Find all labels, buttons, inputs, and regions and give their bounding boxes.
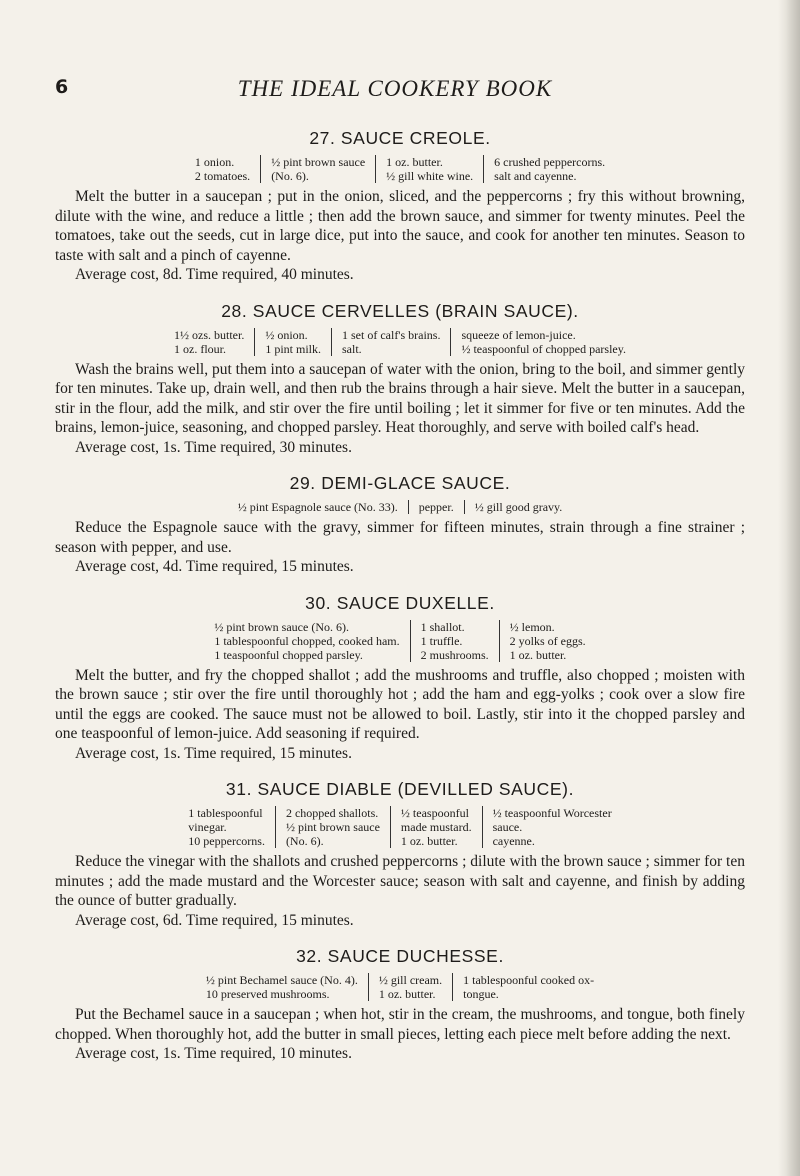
ingredient-list: [55, 155, 745, 183]
ingredient-item: pepper.: [418, 500, 454, 514]
ingredient-item: cayenne.: [492, 834, 535, 848]
ingredient-item: (No. 6).: [285, 834, 324, 848]
ingredient-column: [483, 155, 615, 183]
recipe-title: 30. SAUCE DUXELLE.: [305, 592, 495, 613]
ingredient-item: ½ pint brown sauce: [285, 820, 380, 834]
recipe-cost-time: Average cost, 1s. Time required, 10 minutes.: [75, 1045, 352, 1062]
ingredient-column: [452, 973, 604, 1001]
ingredient-list: [55, 500, 745, 514]
ingredient-column: [482, 806, 622, 848]
ingredient-item: 1 teaspoonful chopped parsley.: [214, 647, 363, 662]
recipe: [55, 473, 745, 577]
recipe: [55, 593, 745, 764]
ingredient-item: 1 oz. butter.: [400, 834, 458, 848]
ingredient-column: [499, 620, 596, 662]
recipe: [55, 779, 745, 930]
recipe-method: Wash the brains well, put them into a saucepan of water with the onion, bring to the boil, and simmer gently for ten minutes. Take up, drain well, and then rub the brains through a hair sieve. Melt the butter in a saucepan, stir in the flour, add the milk, and stir over the fire until boiling ; let it simmer for five or ten minutes. Add the brains, lemon-juice, seasoning, and chopped parsley. Heat thoroughly, and serve with boiled calf's head.: [55, 360, 745, 436]
ingredient-item: 1 truffle.: [420, 633, 463, 648]
ingredient-column: [450, 328, 636, 356]
recipe-method: Melt the butter, and fry the chopped shallot ; add the mushrooms and truffle, also chopped ; moisten with the brown sauce ; stir over the fire until thoroughly hot ; add the ham and egg-yolks ; cook over a slow fire until the eggs are cooked. The sauce must not be allowed to boil. Lastly, stir into it the chopped parsley and one teaspoonful of lemon-juice. Add seasoning if required.: [55, 666, 745, 742]
ingredient-list: [55, 806, 745, 848]
recipe-cost-time: Average cost, 1s. Time required, 15 minutes.: [75, 744, 352, 762]
recipe-title: 32. SAUCE DUCHESSE.: [296, 946, 504, 966]
ingredient-item: 6 crushed peppercorns.: [494, 155, 606, 169]
recipe-cost-time: Average cost, 6d. Time required, 15 minutes.: [75, 911, 354, 929]
ingredient-column: [254, 328, 331, 356]
ingredient-item: 1 set of calf's brains.: [342, 327, 441, 342]
recipe-method: Melt the butter in a saucepan ; put in the onion, sliced, and the peppercorns ; fry this without browning, dilute with the wine, and reduce a little ; then add the brown sauce, and simmer for twenty minutes. Peel the tomatoes, take out the seeds, cut in large dice, put into the sauce, and cook for another ten minutes. Season to taste with salt and a pinch of cayenne.: [55, 188, 745, 264]
ingredient-item: ½ onion.: [265, 327, 308, 342]
ingredient-item: 2 mushrooms.: [420, 647, 489, 662]
ingredient-item: 2 tomatoes.: [194, 169, 251, 183]
ingredient-list: [55, 620, 745, 662]
recipe-method: Reduce the vinegar with the shallots and crushed peppercorns ; dilute with the brown sauce ; simmer for ten minutes ; add the made mustard and the Worcester sauce; season with salt and cayenne, and finish by adding the ounce of butter gradually.: [55, 853, 745, 909]
ingredient-item: ½ teaspoonful: [400, 806, 469, 820]
recipe-cost-time: Average cost, 4d. Time required, 15 minutes.: [75, 558, 354, 575]
ingredient-item: salt and cayenne.: [494, 169, 577, 183]
ingredient-column: [368, 973, 452, 1001]
recipe-method: Reduce the Espagnole sauce with the gravy, simmer for fifteen minutes, strain through a fine strainer ; season with pepper, and use.: [55, 519, 745, 556]
ingredient-column: [260, 155, 375, 183]
recipe-title: 31. SAUCE DIABLE (DEVILLED SAUCE).: [225, 779, 575, 799]
recipe-list: [55, 128, 745, 1080]
ingredient-item: squeeze of lemon-juice.: [461, 327, 576, 342]
page-binding-shadow: [778, 0, 800, 1176]
ingredient-item: 1 tablespoonful cooked ox-: [463, 973, 595, 987]
ingredient-item: 2 yolks of eggs.: [509, 633, 586, 648]
recipe-cost-time: Average cost, 1s. Time required, 30 minutes.: [75, 438, 352, 456]
recipe-title: 27. SAUCE CREOLE.: [309, 128, 491, 148]
ingredient-item: salt.: [342, 341, 362, 356]
recipe: [55, 128, 745, 285]
ingredient-item: 1 tablespoonful chopped, cooked ham.: [214, 633, 400, 648]
ingredient-item: 1 oz. butter.: [386, 155, 443, 169]
ingredient-item: ½ pint Bechamel sauce (No. 4).: [205, 973, 358, 987]
ingredient-column: [375, 155, 483, 183]
ingredient-item: tongue.: [463, 987, 499, 1001]
ingredient-column: [204, 620, 409, 662]
ingredient-item: made mustard.: [400, 820, 472, 834]
recipe: [55, 946, 745, 1064]
page-number: 6: [55, 76, 69, 98]
recipe: [55, 301, 745, 458]
recipe-cost-time: Average cost, 8d. Time required, 40 minutes.: [75, 266, 354, 283]
ingredient-item: ½ gill cream.: [378, 973, 443, 987]
ingredient-item: ½ pint brown sauce: [271, 155, 366, 169]
ingredient-item: ½ gill white wine.: [386, 169, 474, 183]
recipe-title: 28. SAUCE CERVELLES (BRAIN SAUCE).: [221, 300, 579, 321]
ingredient-item: (No. 6).: [271, 169, 309, 183]
page-header: [55, 76, 735, 104]
ingredient-item: 1 oz. butter.: [378, 987, 436, 1001]
ingredient-column: [464, 500, 573, 514]
ingredient-column: [196, 973, 368, 1001]
ingredient-item: vinegar.: [188, 820, 227, 834]
recipe-title: 29. DEMI-GLACE SAUCE.: [289, 473, 511, 493]
ingredient-item: ½ teaspoonful Worcester: [492, 806, 612, 820]
recipe-method: Put the Bechamel sauce in a saucepan ; when hot, stir in the cream, the mushrooms, and tongue, both finely chopped. When thoroughly hot, add the butter in small pieces, letting each piece melt before adding the next.: [55, 1006, 745, 1043]
ingredient-item: ½ gill good gravy.: [474, 500, 563, 514]
ingredient-column: [228, 500, 408, 514]
ingredient-column: [164, 328, 254, 356]
ingredient-column: [408, 500, 464, 514]
ingredient-column: [185, 155, 260, 183]
ingredient-item: ½ lemon.: [509, 619, 555, 634]
ingredient-item: 1 shallot.: [420, 619, 465, 634]
ingredient-item: 1 pint milk.: [265, 341, 321, 356]
ingredient-column: [390, 806, 482, 848]
ingredient-column: [275, 806, 390, 848]
ingredient-item: 1 tablespoonful: [188, 806, 263, 820]
ingredient-item: sauce.: [492, 820, 523, 834]
ingredient-item: 1 onion.: [194, 155, 235, 169]
ingredient-item: 10 preserved mushrooms.: [205, 987, 330, 1001]
ingredient-column: [178, 806, 275, 848]
ingredient-item: 10 peppercorns.: [188, 834, 265, 848]
ingredient-list: [55, 973, 745, 1001]
ingredient-item: ½ pint Espagnole sauce (No. 33).: [237, 500, 398, 514]
ingredient-item: 2 chopped shallots.: [285, 806, 379, 820]
ingredient-list: [55, 328, 745, 356]
ingredient-column: [410, 620, 499, 662]
ingredient-item: ½ teaspoonful of chopped parsley.: [461, 341, 626, 356]
ingredient-item: 1 oz. butter.: [509, 647, 567, 662]
ingredient-item: 1½ ozs. butter.: [174, 327, 245, 342]
running-title: THE IDEAL COOKERY BOOK: [237, 76, 553, 101]
ingredient-item: 1 oz. flour.: [174, 341, 226, 356]
ingredient-column: [331, 328, 450, 356]
ingredient-item: ½ pint brown sauce (No. 6).: [214, 619, 349, 634]
